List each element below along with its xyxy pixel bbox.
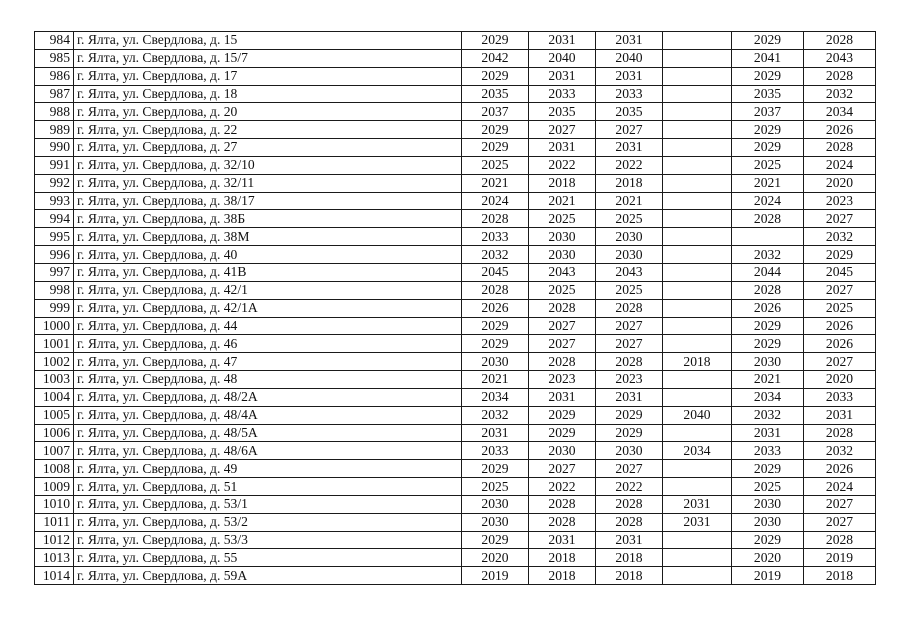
year-cell-4 [663,299,732,317]
year-cell-1: 2028 [462,281,529,299]
address-cell: г. Ялта, ул. Свердлова, д. 42/1 [74,281,462,299]
table-row [35,513,876,531]
year-cell-4 [663,192,732,210]
year-cell-5: 2026 [732,299,804,317]
row-number-cell: 985 [35,49,74,67]
row-number-cell: 984 [35,32,74,50]
row-number-cell: 1014 [35,567,74,585]
address-cell: г. Ялта, ул. Свердлова, д. 22 [74,121,462,139]
table-body [35,32,876,585]
table-row [35,210,876,228]
table-row [35,192,876,210]
year-cell-4 [663,549,732,567]
year-cell-4 [663,263,732,281]
year-cell-3: 2030 [596,228,663,246]
table-row [35,67,876,85]
year-cell-6: 2027 [804,210,876,228]
address-cell: г. Ялта, ул. Свердлова, д. 59А [74,567,462,585]
year-cell-6: 2020 [804,371,876,389]
year-cell-4 [663,460,732,478]
year-cell-2: 2031 [529,531,596,549]
year-cell-3: 2027 [596,317,663,335]
year-cell-2: 2033 [529,85,596,103]
year-cell-3: 2029 [596,406,663,424]
address-cell: г. Ялта, ул. Свердлова, д. 38Б [74,210,462,228]
table-row [35,353,876,371]
year-cell-1: 2031 [462,424,529,442]
year-cell-2: 2043 [529,263,596,281]
address-cell: г. Ялта, ул. Свердлова, д. 27 [74,139,462,157]
year-cell-1: 2029 [462,460,529,478]
year-cell-4: 2018 [663,353,732,371]
year-cell-2: 2023 [529,371,596,389]
address-cell: г. Ялта, ул. Свердлова, д. 20 [74,103,462,121]
year-cell-6: 2025 [804,299,876,317]
year-cell-1: 2034 [462,388,529,406]
table-row [35,281,876,299]
row-number-cell: 987 [35,85,74,103]
row-number-cell: 993 [35,192,74,210]
year-cell-6: 2023 [804,192,876,210]
year-cell-1: 2029 [462,32,529,50]
year-cell-2: 2027 [529,317,596,335]
year-cell-1: 2029 [462,67,529,85]
year-cell-6: 2026 [804,335,876,353]
year-cell-5: 2029 [732,317,804,335]
year-cell-5: 2030 [732,495,804,513]
year-cell-1: 2030 [462,513,529,531]
year-cell-4 [663,246,732,264]
year-cell-3: 2018 [596,549,663,567]
year-cell-2: 2030 [529,228,596,246]
year-cell-5: 2028 [732,281,804,299]
year-cell-2: 2031 [529,139,596,157]
year-cell-4 [663,317,732,335]
year-cell-4 [663,67,732,85]
year-cell-3: 2035 [596,103,663,121]
table-row [35,424,876,442]
table-row [35,299,876,317]
row-number-cell: 1006 [35,424,74,442]
year-cell-1: 2025 [462,156,529,174]
table-row [35,103,876,121]
table-row [35,406,876,424]
year-cell-1: 2032 [462,406,529,424]
row-number-cell: 1003 [35,371,74,389]
year-cell-6: 2032 [804,442,876,460]
year-cell-2: 2031 [529,67,596,85]
year-cell-4 [663,567,732,585]
address-cell: г. Ялта, ул. Свердлова, д. 32/10 [74,156,462,174]
table-row [35,567,876,585]
year-cell-5: 2032 [732,406,804,424]
year-cell-4 [663,156,732,174]
row-number-cell: 994 [35,210,74,228]
row-number-cell: 1013 [35,549,74,567]
row-number-cell: 1010 [35,495,74,513]
year-cell-1: 2045 [462,263,529,281]
table-row [35,442,876,460]
year-cell-2: 2027 [529,335,596,353]
row-number-cell: 1001 [35,335,74,353]
year-cell-1: 2029 [462,317,529,335]
year-cell-1: 2029 [462,531,529,549]
table-row [35,121,876,139]
year-cell-4 [663,388,732,406]
row-number-cell: 999 [35,299,74,317]
year-cell-4 [663,121,732,139]
year-cell-5: 2033 [732,442,804,460]
year-cell-4 [663,335,732,353]
year-cell-1: 2035 [462,85,529,103]
year-cell-3: 2031 [596,139,663,157]
year-cell-4 [663,281,732,299]
table-row [35,531,876,549]
year-cell-3: 2033 [596,85,663,103]
year-cell-2: 2028 [529,495,596,513]
year-cell-4 [663,49,732,67]
year-cell-3: 2022 [596,156,663,174]
year-cell-6: 2043 [804,49,876,67]
year-cell-6: 2027 [804,281,876,299]
year-cell-6: 2034 [804,103,876,121]
year-cell-4: 2040 [663,406,732,424]
year-cell-2: 2031 [529,32,596,50]
year-cell-1: 2042 [462,49,529,67]
year-cell-1: 2020 [462,549,529,567]
year-cell-5: 2032 [732,246,804,264]
year-cell-5: 2029 [732,335,804,353]
table-row [35,174,876,192]
address-cell: г. Ялта, ул. Свердлова, д. 48/6А [74,442,462,460]
year-cell-3: 2031 [596,67,663,85]
year-cell-1: 2037 [462,103,529,121]
year-cell-5: 2024 [732,192,804,210]
year-cell-3: 2031 [596,531,663,549]
year-cell-6: 2026 [804,460,876,478]
year-cell-3: 2018 [596,567,663,585]
year-cell-4: 2034 [663,442,732,460]
year-cell-3: 2025 [596,281,663,299]
year-cell-6: 2031 [804,406,876,424]
table-row [35,246,876,264]
year-cell-3: 2028 [596,495,663,513]
row-number-cell: 996 [35,246,74,264]
table-row [35,460,876,478]
row-number-cell: 992 [35,174,74,192]
address-cell: г. Ялта, ул. Свердлова, д. 17 [74,67,462,85]
year-cell-3: 2027 [596,335,663,353]
year-cell-4 [663,32,732,50]
row-number-cell: 1002 [35,353,74,371]
row-number-cell: 986 [35,67,74,85]
year-cell-2: 2021 [529,192,596,210]
year-cell-6: 2020 [804,174,876,192]
year-cell-3: 2030 [596,246,663,264]
year-cell-4 [663,424,732,442]
year-cell-1: 2033 [462,228,529,246]
address-cell: г. Ялта, ул. Свердлова, д. 55 [74,549,462,567]
table-row [35,388,876,406]
year-cell-1: 2032 [462,246,529,264]
year-cell-3: 2029 [596,424,663,442]
address-cell: г. Ялта, ул. Свердлова, д. 48/4А [74,406,462,424]
year-cell-3: 2025 [596,210,663,228]
address-cell: г. Ялта, ул. Свердлова, д. 15/7 [74,49,462,67]
year-cell-3: 2028 [596,299,663,317]
year-cell-2: 2018 [529,549,596,567]
year-cell-2: 2028 [529,353,596,371]
row-number-cell: 997 [35,263,74,281]
row-number-cell: 1008 [35,460,74,478]
year-cell-6: 2027 [804,353,876,371]
year-cell-2: 2027 [529,460,596,478]
year-cell-1: 2025 [462,478,529,496]
row-number-cell: 1007 [35,442,74,460]
year-cell-5: 2025 [732,478,804,496]
table-row [35,317,876,335]
year-cell-5: 2041 [732,49,804,67]
year-cell-6: 2026 [804,317,876,335]
year-cell-5: 2029 [732,32,804,50]
address-cell: г. Ялта, ул. Свердлова, д. 48/2А [74,388,462,406]
year-cell-6: 2028 [804,32,876,50]
year-cell-6: 2026 [804,121,876,139]
year-cell-6: 2019 [804,549,876,567]
year-cell-2: 2029 [529,406,596,424]
year-cell-1: 2024 [462,192,529,210]
row-number-cell: 995 [35,228,74,246]
address-cell: г. Ялта, ул. Свердлова, д. 48/5А [74,424,462,442]
year-cell-5: 2037 [732,103,804,121]
year-cell-4: 2031 [663,495,732,513]
table-row [35,49,876,67]
year-cell-3: 2027 [596,460,663,478]
row-number-cell: 990 [35,139,74,157]
table-row [35,32,876,50]
year-cell-4 [663,531,732,549]
address-cell: г. Ялта, ул. Свердлова, д. 32/11 [74,174,462,192]
year-cell-5: 2025 [732,156,804,174]
address-cell: г. Ялта, ул. Свердлова, д. 48 [74,371,462,389]
table-row [35,495,876,513]
year-cell-5: 2044 [732,263,804,281]
address-cell: г. Ялта, ул. Свердлова, д. 53/2 [74,513,462,531]
year-cell-4 [663,174,732,192]
year-cell-5: 2029 [732,67,804,85]
year-cell-5: 2029 [732,531,804,549]
year-cell-6: 2024 [804,478,876,496]
year-cell-5: 2019 [732,567,804,585]
table-row [35,478,876,496]
year-cell-2: 2022 [529,478,596,496]
year-cell-2: 2025 [529,210,596,228]
year-cell-3: 2022 [596,478,663,496]
year-cell-5: 2021 [732,174,804,192]
year-cell-4 [663,85,732,103]
year-cell-2: 2035 [529,103,596,121]
year-cell-5: 2029 [732,460,804,478]
address-cell: г. Ялта, ул. Свердлова, д. 44 [74,317,462,335]
year-cell-3: 2030 [596,442,663,460]
year-cell-5: 2030 [732,353,804,371]
document-page [34,31,876,585]
year-cell-2: 2029 [529,424,596,442]
table-row [35,549,876,567]
year-cell-6: 2028 [804,139,876,157]
address-cell: г. Ялта, ул. Свердлова, д. 42/1А [74,299,462,317]
year-cell-6: 2032 [804,85,876,103]
address-cell: г. Ялта, ул. Свердлова, д. 41В [74,263,462,281]
year-cell-2: 2030 [529,442,596,460]
year-cell-6: 2032 [804,228,876,246]
year-cell-6: 2028 [804,531,876,549]
row-number-cell: 1009 [35,478,74,496]
address-cell: г. Ялта, ул. Свердлова, д. 18 [74,85,462,103]
year-cell-5: 2035 [732,85,804,103]
year-cell-6: 2027 [804,495,876,513]
year-cell-2: 2018 [529,567,596,585]
year-cell-6: 2029 [804,246,876,264]
year-cell-3: 2028 [596,513,663,531]
table-row [35,371,876,389]
year-cell-1: 2021 [462,174,529,192]
address-cell: г. Ялта, ул. Свердлова, д. 49 [74,460,462,478]
year-cell-4 [663,210,732,228]
row-number-cell: 1000 [35,317,74,335]
year-cell-2: 2040 [529,49,596,67]
year-cell-1: 2028 [462,210,529,228]
year-cell-4 [663,478,732,496]
year-cell-5: 2029 [732,121,804,139]
year-cell-5 [732,228,804,246]
year-cell-4 [663,371,732,389]
year-cell-2: 2028 [529,513,596,531]
address-cell: г. Ялта, ул. Свердлова, д. 15 [74,32,462,50]
address-cell: г. Ялта, ул. Свердлова, д. 38/17 [74,192,462,210]
row-number-cell: 988 [35,103,74,121]
year-cell-3: 2021 [596,192,663,210]
table-row [35,335,876,353]
year-cell-5: 2028 [732,210,804,228]
year-cell-2: 2028 [529,299,596,317]
row-number-cell: 1005 [35,406,74,424]
year-cell-6: 2033 [804,388,876,406]
year-cell-3: 2031 [596,32,663,50]
year-cell-4 [663,139,732,157]
row-number-cell: 1012 [35,531,74,549]
year-cell-2: 2018 [529,174,596,192]
address-cell: г. Ялта, ул. Свердлова, д. 53/1 [74,495,462,513]
year-cell-1: 2029 [462,335,529,353]
year-cell-4 [663,103,732,121]
year-cell-5: 2021 [732,371,804,389]
address-cell: г. Ялта, ул. Свердлова, д. 47 [74,353,462,371]
year-cell-2: 2031 [529,388,596,406]
address-cell: г. Ялта, ул. Свердлова, д. 38М [74,228,462,246]
row-number-cell: 998 [35,281,74,299]
year-cell-1: 2026 [462,299,529,317]
year-cell-1: 2030 [462,495,529,513]
year-cell-3: 2028 [596,353,663,371]
address-cell: г. Ялта, ул. Свердлова, д. 53/3 [74,531,462,549]
year-cell-3: 2043 [596,263,663,281]
year-cell-6: 2018 [804,567,876,585]
year-cell-3: 2018 [596,174,663,192]
address-cell: г. Ялта, ул. Свердлова, д. 51 [74,478,462,496]
year-cell-6: 2027 [804,513,876,531]
year-cell-5: 2034 [732,388,804,406]
year-cell-1: 2029 [462,121,529,139]
table-row [35,85,876,103]
year-cell-6: 2045 [804,263,876,281]
year-cell-3: 2027 [596,121,663,139]
year-cell-5: 2020 [732,549,804,567]
table-row [35,139,876,157]
year-cell-2: 2025 [529,281,596,299]
data-table [34,31,876,585]
year-cell-3: 2023 [596,371,663,389]
address-cell: г. Ялта, ул. Свердлова, д. 46 [74,335,462,353]
year-cell-6: 2028 [804,424,876,442]
year-cell-4: 2031 [663,513,732,531]
row-number-cell: 1004 [35,388,74,406]
year-cell-5: 2029 [732,139,804,157]
year-cell-2: 2027 [529,121,596,139]
year-cell-5: 2031 [732,424,804,442]
year-cell-1: 2021 [462,371,529,389]
year-cell-3: 2040 [596,49,663,67]
year-cell-6: 2028 [804,67,876,85]
year-cell-1: 2033 [462,442,529,460]
year-cell-5: 2030 [732,513,804,531]
year-cell-3: 2031 [596,388,663,406]
year-cell-6: 2024 [804,156,876,174]
year-cell-4 [663,228,732,246]
year-cell-1: 2030 [462,353,529,371]
table-row [35,156,876,174]
year-cell-2: 2030 [529,246,596,264]
year-cell-1: 2019 [462,567,529,585]
row-number-cell: 989 [35,121,74,139]
row-number-cell: 1011 [35,513,74,531]
row-number-cell: 991 [35,156,74,174]
table-row [35,263,876,281]
year-cell-1: 2029 [462,139,529,157]
address-cell: г. Ялта, ул. Свердлова, д. 40 [74,246,462,264]
year-cell-2: 2022 [529,156,596,174]
table-row [35,228,876,246]
